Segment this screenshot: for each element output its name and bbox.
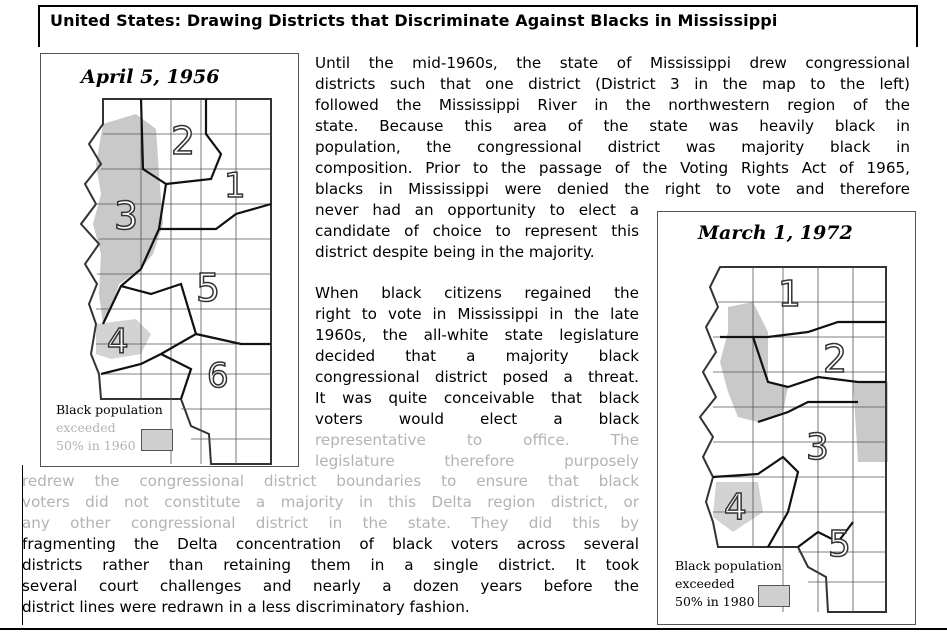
p2-line: districts rather than retaining them in a single district. It took (22, 556, 639, 574)
map-1972-label-3: 3 (806, 427, 829, 468)
p1-line: population, the congressional district was majority black in (315, 138, 910, 156)
p2-line: 1960s, the all-white state legislature (315, 326, 639, 344)
map-1956-legend-swatch (141, 429, 173, 451)
p1-line: composition. Prior to the passage of the Voting Rights Act of 1965, (315, 159, 910, 177)
p1-line: state. Because this area of the state was heavily black in (315, 117, 910, 135)
bottom-border (0, 628, 947, 630)
map-1956-label-5: 5 (196, 266, 221, 310)
p2-line: It was quite conceivable that black (315, 389, 639, 407)
p2-line: congressional district posed a threat. (315, 368, 639, 386)
p1-line: followed the Mississippi River in the northwestern region of the (315, 96, 910, 114)
p2-line: any other congressional district in the state. They did this by (22, 514, 639, 532)
map-1972-legend-swatch (758, 585, 790, 607)
p2-line: When black citizens regained the (315, 284, 639, 302)
map-1972-legend-line3: 50% in 1980 (675, 594, 755, 609)
map-1956-legend-line3: 50% in 1960 (56, 438, 136, 453)
p2-line: legislature therefore purposely (315, 452, 639, 470)
map-1972-label-4: 4 (724, 487, 747, 528)
p2-line: redrew the congressional district boundaries to ensure that black (22, 472, 639, 490)
left-border (22, 465, 23, 625)
p1-line: blacks in Mississippi were denied the right to vote and therefore (315, 180, 910, 198)
map-1972-date: March 1, 1972 (698, 222, 853, 244)
map-1956 (40, 53, 299, 467)
map-1972 (657, 211, 916, 625)
p2-line: district lines were redrawn in a less discriminatory fashion. (22, 598, 470, 616)
p1-line: never had an opportunity to elect a (315, 201, 639, 219)
p1-line: districts such that one district (District 3 in the map to the left) (315, 75, 910, 93)
map-1972-legend-line1: Black population (675, 558, 782, 573)
p1-line: district despite being in the majority. (315, 243, 595, 261)
p2-line: fragmenting the Delta concentration of black voters across several (22, 535, 639, 553)
map-1972-label-2: 2 (823, 337, 848, 381)
p2-line: voters did not constitute a majority in this Delta region district, or (22, 493, 639, 511)
p1-line: candidate of choice to represent this (315, 222, 639, 240)
map-1956-legend-line1: Black population (56, 402, 163, 417)
map-1956-label-6: 6 (207, 356, 229, 396)
map-1956-label-1: 1 (224, 166, 246, 206)
page-title: United States: Drawing Districts that Discriminate Against Blacks in Mississippi (50, 11, 778, 30)
p2-line: representative to office. The (315, 431, 639, 449)
map-1956-label-4: 4 (107, 322, 129, 362)
map-1956-label-3: 3 (114, 194, 139, 238)
p2-line: several court challenges and nearly a dozen years before the (22, 577, 639, 595)
map-1956-date: April 5, 1956 (81, 66, 220, 88)
p2-line: voters would elect a black (315, 410, 639, 428)
map-1972-label-1: 1 (778, 274, 801, 315)
map-1956-legend-line2: exceeded (56, 420, 116, 435)
map-1972-legend-line2: exceeded (675, 576, 735, 591)
p1-line: Until the mid-1960s, the state of Mississippi drew congressional (315, 54, 910, 72)
p2-line: right to vote in Mississippi in the late (315, 305, 639, 323)
p2-line: decided that a majority black (315, 347, 639, 365)
map-1956-label-2: 2 (171, 119, 196, 163)
map-1972-label-5: 5 (828, 524, 851, 565)
